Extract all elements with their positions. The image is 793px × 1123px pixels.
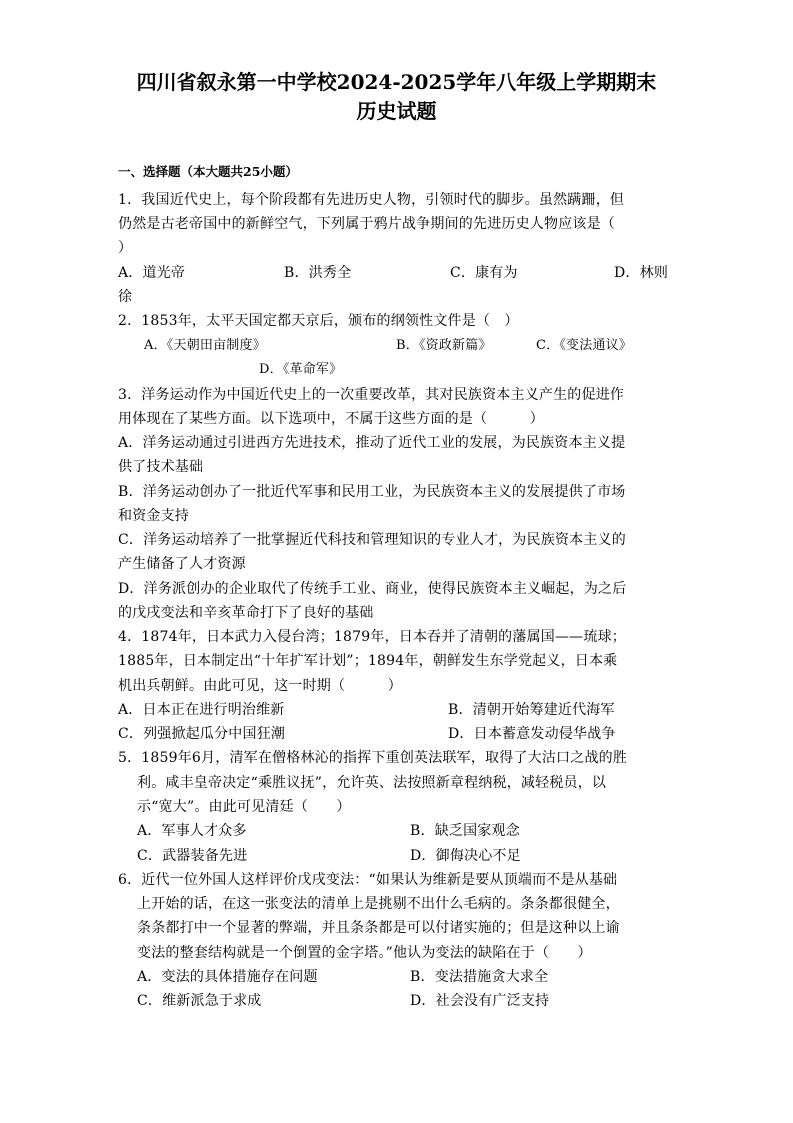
q4-option-a: A．日本正在进行明治维新 (118, 702, 285, 718)
q2-option-a: A．《天朝田亩制度》 (144, 338, 266, 353)
q6-stem-line1: 6．近代一位外国人这样评价戊戌变法：“如果认为维新是要从顶端而不是从基础 (118, 872, 618, 888)
q4-option-d: D．日本蓄意发动侵华战争 (448, 726, 616, 742)
q5-stem-line3: 示“宽大”。由此可见清廷（ ） (137, 799, 351, 815)
q6-option-c: C．维新派急于求成 (137, 993, 262, 1009)
q1-option-d-wrap: 徐 (118, 289, 133, 305)
q6-stem-line3: 条条都打中一个显著的弊端，并且条条都是可以付诸实施的；但是这种以上谕 (137, 920, 620, 936)
q2-option-c: C．《变法通议》 (536, 338, 633, 353)
q4-stem-line1: 4．1874年，日本武力入侵台湾；1879年，日本吞并了清朝的藩属国——琉球； (118, 629, 626, 645)
q1-option-c: C．康有为 (450, 265, 518, 281)
q3-stem-line1: 3．洋务运动作为中国近代史上的一次重要改革，其对民族资本主义产生的促进作 (118, 387, 625, 403)
q1-stem-line3: ） (118, 240, 133, 256)
page-subtitle: 历史试题 (356, 99, 437, 123)
q6-option-b: B．变法措施贪大求全 (410, 969, 549, 985)
section-heading: 一、选择题（本大题共25小题） (118, 164, 298, 179)
q3-option-c-line2: 产生储备了人才资源 (118, 556, 246, 572)
q4-stem-line2: 1885年，日本制定出“十年扩军计划”；1894年，朝鲜发生东学党起义，日本乘 (118, 653, 618, 669)
q1-stem-line2: 仍然是古老帝国中的新鲜空气，下列属于鸦片战争期间的先进历史人物应该是（ (118, 216, 615, 232)
q5-stem-line1: 5．1859年6月，清军在僧格林沁的指挥下重创英法联军，取得了大沽口之战的胜 (118, 750, 628, 766)
q2-stem: 2．1853年，太平天国定都天京后，颁布的纲领性文件是（ ） (118, 313, 519, 329)
q6-stem-line2: 上开始的话，在这一张变法的清单上是挑剔不出什么毛病的。条条都很健全， (137, 896, 620, 912)
q3-option-a-line2: 供了技术基础 (118, 459, 204, 475)
q4-option-c: C．列强掀起瓜分中国狂潮 (118, 726, 286, 742)
q5-option-b: B．缺乏国家观念 (410, 823, 520, 839)
q6-stem-line4: 变法的整套结构就是一个倒置的金字塔。”他认为变法的缺陷在于（ ） (137, 945, 592, 961)
q4-option-b: B．清朝开始筹建近代海军 (448, 702, 615, 718)
q3-stem-line2: 用体现在了某些方面。以下选项中，不属于这些方面的是（ ） (118, 411, 544, 427)
q5-stem-line2: 利。咸丰皇帝决定“乘胜议抚”，允许英、法按照新章程纳税，减轻税员，以 (137, 775, 607, 791)
q2-option-b: B．《资政新篇》 (396, 338, 492, 353)
q2-option-d: D．《革命军》 (259, 362, 343, 377)
q6-option-a: A．变法的具体措施存在问题 (137, 969, 318, 985)
q3-option-d-line1: D．洋务派创办的企业取代了传统手工业、商业，使得民族资本主义崛起，为之后 (118, 581, 627, 597)
q1-stem-line1: 1．我国近代史上，每个阶段都有先进历史人物，引领时代的脚步。虽然蹒跚，但 (118, 192, 625, 208)
q3-option-c-line1: C．洋务运动培养了一批掌握近代科技和管理知识的专业人才，为民族资本主义的 (118, 532, 626, 548)
q3-option-d-line2: 的戊戌变法和辛亥革命打下了良好的基础 (118, 605, 374, 621)
q1-option-b: B．洪秀全 (284, 265, 352, 281)
q6-option-d: D．社会没有广泛支持 (410, 993, 550, 1009)
q4-stem-line3: 机出兵朝鲜。由此可见，这一时期（ ） (118, 678, 402, 694)
q5-option-a: A．军事人才众多 (137, 823, 247, 839)
page-title: 四川省叙永第一中学校2024-2025学年八年级上学期期末 (136, 70, 657, 94)
q1-option-a: A．道光帝 (118, 265, 186, 281)
q3-option-b-line2: 和资金支持 (118, 508, 189, 524)
q5-option-c: C．武器装备先进 (137, 848, 248, 864)
q3-option-a-line1: A．洋务运动通过引进西方先进技术，推动了近代工业的发展，为民族资本主义提 (118, 435, 626, 451)
q1-option-d: D．林则 (614, 265, 669, 281)
q3-option-b-line1: B．洋务运动创办了一批近代军事和民用工业，为民族资本主义的发展提供了市场 (118, 484, 626, 500)
q5-option-d: D．御侮决心不足 (410, 848, 521, 864)
